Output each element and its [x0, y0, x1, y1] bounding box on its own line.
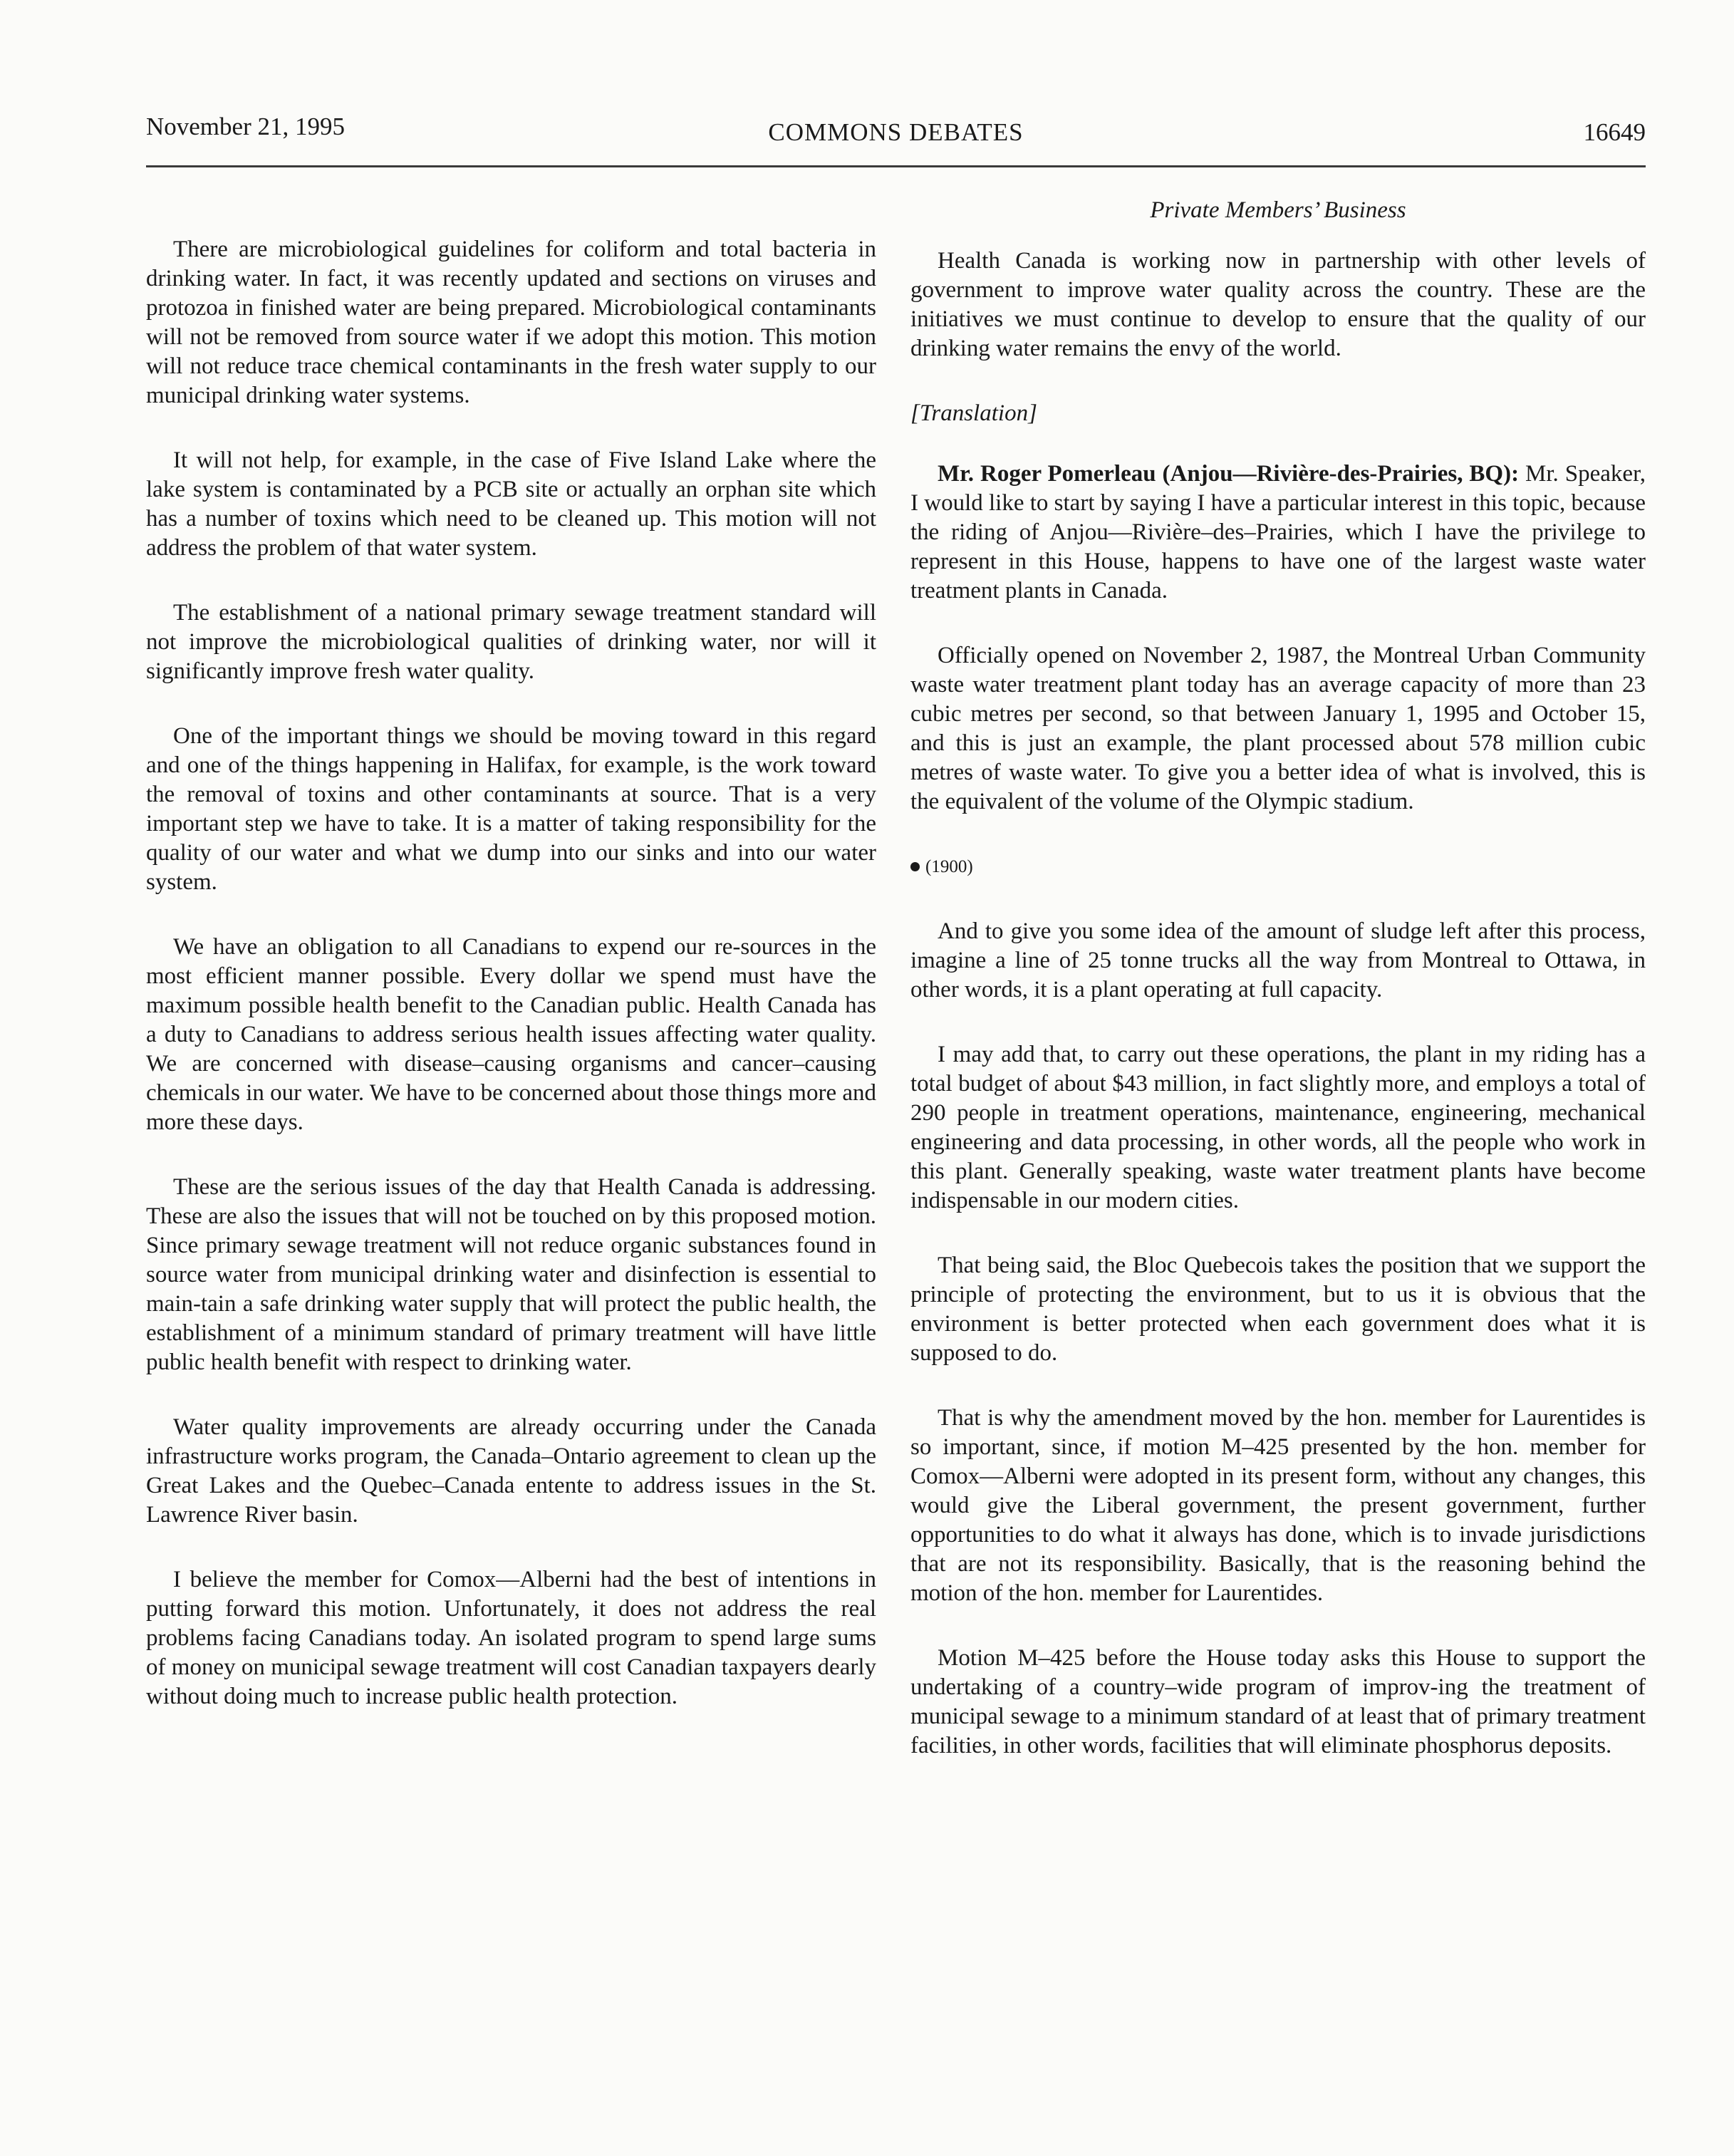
section-label: Private Members’ Business [1150, 197, 1406, 223]
paragraph: Motion M–425 before the House today asks this House to support the undertaking of a country–wide program of improv-ing the treatment of municipal sewage to a minimum standard of at least that of primary treatment facilities, in other words, facilities that will eliminate phosphorus deposits. [910, 1645, 1646, 1758]
paragraph: These are the serious issues of the day that Health Canada is addressing. These are also the issues that will not be touched on by this proposed motion. Since primary sewage treatment will not reduce organic substances found in source water from municipal drinking water and disinfection is essential to main-tain a safe drinking water supply that will protect the public health, the establishment of a minimum standard of primary treatment will have little public health benefit with respect to drinking water. [146, 1174, 876, 1375]
paragraph: That being said, the Bloc Quebecois takes the position that we support the principle of protecting the environment, but to us it is obvious that the environment is better protected when each government does what it is supposed to do. [910, 1253, 1646, 1366]
paragraph: Water quality improvements are already occurring under the Canada infrastructure works program, the Canada–Ontario agreement to clean up the Great Lakes and the Quebec–Canada entente to address issues in the St. Lawrence River basin. [146, 1414, 876, 1528]
speaker-name: Mr. Roger Pomerleau (Anjou—Rivière-des-Prairies, BQ): [938, 461, 1520, 487]
time-marker-text: (1900) [925, 857, 973, 876]
left-column [146, 235, 876, 1747]
header-page-number: 16649 [1583, 118, 1646, 146]
paragraph: I believe the member for Comox—Alberni had the best of intentions in putting forward this motion. Unfortunately, it does not address the real problems facing Canadians today. An isolated program to spend large sums of money on municipal sewage treatment will cost Canadian taxpayers dearly without doing much to increase public health protection. [146, 1567, 876, 1709]
paragraph: That is why the amendment moved by the hon. member for Laurentides is so important, since, if motion M–425 presented by the hon. member for Comox—Alberni were adopted in its present form, without any changes, this would give the Liberal government, the present government, further opportunities to do what it always has done, which is to invade jurisdictions that are not its responsibility. Basically, that is the reasoning behind the motion of the hon. member for Laurentides. [910, 1405, 1646, 1606]
paragraph: One of the important things we should be moving toward in this regard and one of the things happening in Halifax, for example, is the work toward the removal of toxins and other contaminants at source. That is a very important step we have to take. It is a matter of taking responsibility for the quality of our water and what we dump into our sinks and into our water system. [146, 723, 876, 895]
translation-label: [Translation] [910, 400, 1037, 426]
paragraph: There are microbiological guidelines for coliform and total bacteria in drinking water. In fact, it was recently updated and sections on viruses and protozoa in finished water are being prepared. Microbiological contaminants will not be removed from source water if we adopt this motion. This motion will not reduce trace chemical contaminants in the fresh water supply to our municipal drinking water systems. [146, 237, 876, 408]
header-date: November 21, 1995 [146, 113, 345, 140]
paragraph: The establishment of a national primary sewage treatment standard will not improve the microbiological qualities of drinking water, nor will it significantly improve fresh water quality. [146, 600, 876, 684]
speech-text: Mr. Speaker, I would like to start by saying I have a particular interest in this topic, because the riding of Anjou—Rivière–des–Prairies, which I have the privilege to represent in this House, happens to have one of the largest waste water treatment plants in Canada. [910, 461, 1646, 603]
header-title: COMMONS DEBATES [768, 118, 1024, 146]
paragraph: Health Canada is working now in partnership with other levels of government to improve water quality across the country. These are the initiatives we must continue to develop to ensure that the quality of our drinking water remains the envy of the world. [910, 248, 1646, 361]
paragraph: I may add that, to carry out these operations, the plant in my riding has a total budget of about $43 million, in fact slightly more, and employs a total of 290 people in treatment operations, maintenance, engineering, mechanical engineering and data processing, in other words, all the people who work in this plant. Generally speaking, waste water treatment plants have become indispensable in our modern cities. [910, 1042, 1646, 1213]
bullet-icon [910, 862, 920, 871]
paragraph: We have an obligation to all Canadians to expend our re-sources in the most efficient manner possible. Every dollar we spend must have the maximum possible health benefit to the Canadian public. Health Canada has a duty to Canadians to address serious health issues affecting water quality. We are concerned with disease–causing organisms and cancer–causing chemicals in our water. We have to be concerned about those things more and more these days. [146, 934, 876, 1135]
time-marker [910, 852, 1646, 881]
header-divider [146, 165, 1646, 167]
paragraph: And to give you some idea of the amount of sludge left after this process, imagine a line of 25 tonne trucks all the way from Montreal to Ottawa, in other words, it is a plant operating at full capacity. [910, 918, 1646, 1002]
page-header [146, 113, 1646, 155]
speech-paragraph [910, 460, 1646, 606]
paragraph: Officially opened on November 2, 1987, the Montreal Urban Community waste water treatment plant today has an average capacity of more than 23 cubic metres per second, so that between January 1, 1995 and October 15, and this is just an example, the plant processed about 578 million cubic metres of waste water. To give you a better idea of what is involved, this is the equivalent of the volume of the Olympic stadium. [910, 643, 1646, 814]
right-column [910, 196, 1646, 1796]
paragraph: It will not help, for example, in the case of Five Island Lake where the lake system is contaminated by a PCB site or actually an orphan site which has a number of toxins which need to be cleaned up. This motion will not address the problem of that water system. [146, 447, 876, 561]
